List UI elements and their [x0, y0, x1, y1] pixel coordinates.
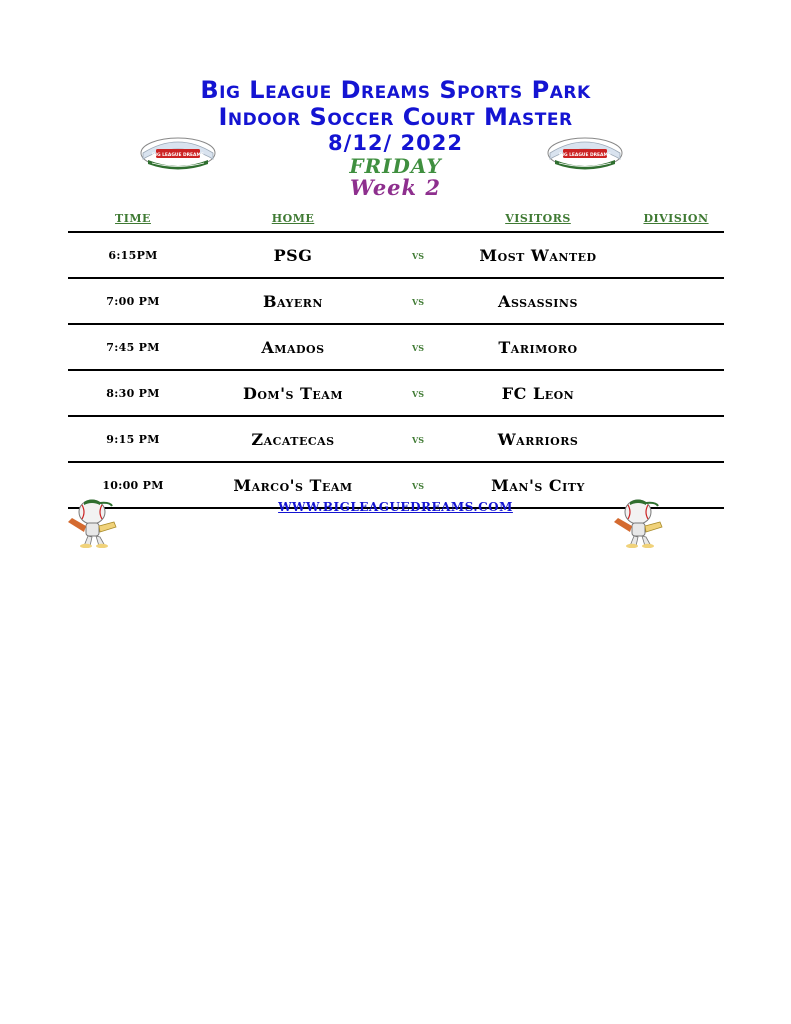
svg-text:BIG LEAGUE DREAMS: BIG LEAGUE DREAMS: [152, 152, 204, 158]
schedule-date: 8/12/ 2022: [328, 131, 463, 156]
stadium-icon: [545, 133, 625, 175]
big-league-dreams-logo-left: [138, 133, 218, 175]
table-header-row: [68, 210, 724, 232]
page-title-line-1: Big League Dreams Sports Park: [200, 76, 591, 104]
cell-home-team: Bayern: [263, 291, 323, 311]
cell-home-team: Marco's Team: [233, 475, 353, 495]
cell-visitor-team: Most Wanted: [479, 245, 597, 265]
cell-home-team: Amados: [261, 337, 325, 357]
schedule-day: FRIDAY: [349, 154, 442, 179]
cell-time: 9:15 PM: [106, 432, 160, 446]
cell-time: 8:30 PM: [106, 386, 160, 400]
baseball-mascot-icon-right: [608, 496, 686, 548]
cell-division: [628, 324, 724, 370]
svg-text:BIG LEAGUE DREAMS: BIG LEAGUE DREAMS: [559, 152, 611, 158]
cell-vs: vs: [412, 386, 424, 400]
website-url[interactable]: WWW.BIGLEAGUEDREAMS.COM: [278, 500, 513, 514]
cell-time: 6:15PM: [108, 248, 158, 262]
table-row: [68, 416, 724, 462]
cell-home-team: Zacatecas: [251, 429, 335, 449]
baseball-mascot-icon-left: [62, 496, 140, 548]
column-header-spacer: [388, 210, 448, 232]
cell-vs: vs: [412, 294, 424, 308]
cell-time: 7:45 PM: [106, 340, 160, 354]
page-title-line-2: Indoor Soccer Court Master: [218, 103, 573, 132]
cell-visitor-team: Tarimoro: [498, 337, 578, 357]
table-row: [68, 278, 724, 324]
schedule-week: Week 2: [349, 175, 442, 201]
column-header-time: TIME: [115, 212, 151, 225]
mascot-icon: [608, 496, 686, 548]
document-header: [0, 76, 791, 201]
cell-vs: vs: [412, 478, 424, 492]
column-header-division: DIVISION: [643, 212, 709, 225]
cell-home-team: Dom's Team: [242, 383, 344, 403]
cell-vs: vs: [412, 248, 424, 262]
cell-visitor-team: Assassins: [498, 291, 578, 311]
column-header-visitors: VISITORS: [505, 212, 571, 225]
cell-time: 7:00 PM: [106, 294, 160, 308]
cell-division: [628, 278, 724, 324]
big-league-dreams-logo-right: [545, 133, 625, 175]
cell-visitor-team: Man's City: [491, 475, 585, 495]
cell-vs: vs: [412, 432, 424, 446]
cell-home-team: PSG: [273, 245, 313, 265]
cell-division: [628, 370, 724, 416]
table-row: [68, 370, 724, 416]
cell-vs: vs: [412, 340, 424, 354]
table-row: [68, 232, 724, 278]
stadium-icon: [138, 133, 218, 175]
cell-visitor-team: Warriors: [497, 429, 579, 449]
cell-time: 10:00 PM: [102, 478, 164, 492]
table-row: [68, 324, 724, 370]
schedule-table: [68, 210, 724, 509]
cell-division: [628, 232, 724, 278]
mascot-icon: [62, 496, 140, 548]
cell-division: [628, 416, 724, 462]
column-header-home: HOME: [271, 212, 315, 225]
cell-visitor-team: FC Leon: [501, 383, 575, 403]
